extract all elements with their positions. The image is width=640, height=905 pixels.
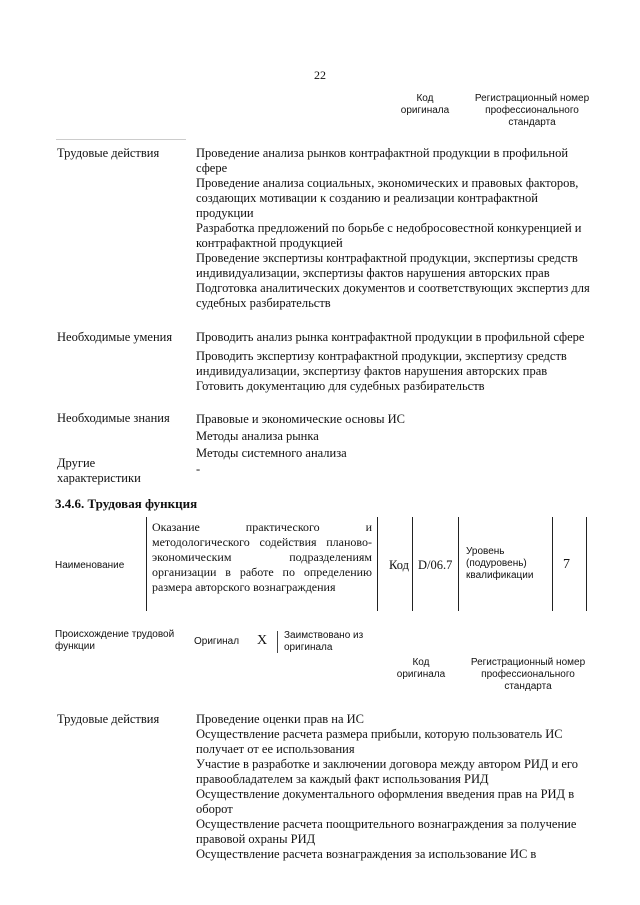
- code-original-header: Код оригинала: [400, 93, 450, 116]
- box-border: [412, 517, 413, 611]
- code-label: Код: [389, 558, 409, 572]
- labor-actions-label: Трудовые действия: [57, 712, 160, 726]
- knowledge-list: [196, 411, 592, 462]
- qualification-level-value: 7: [563, 557, 570, 572]
- list-item: Осуществление расчета размера прибыли, которую пользователь ИС получает от ее использования: [196, 727, 563, 756]
- function-name-value: Оказание практического и методологического содействия планово-экономическим подразделениям организации в работе по определению размера авторского вознаграждения: [152, 520, 372, 594]
- list-item: Методы системного анализа: [196, 446, 347, 460]
- labor-actions-label: Трудовые действия: [57, 146, 160, 160]
- list-item: Проведение анализа рынков контрафактной продукции в профильной сфере: [196, 146, 569, 175]
- list-item: Разработка предложений по борьбе с недобросовестной конкуренцией и контрафактной продукцией: [196, 221, 582, 250]
- registration-number-header: Регистрационный номер профессионального стандарта: [470, 657, 586, 692]
- list-item: Методы анализа рынка: [196, 429, 319, 443]
- list-item: Проведение экспертизы контрафактной продукции, экспертизы средств индивидуализации, экспертизы фактов нарушения авторских прав: [196, 251, 578, 280]
- name-label: Наименование: [55, 560, 125, 571]
- original-checkmark: Х: [257, 633, 268, 648]
- list-item: Осуществление расчета вознаграждения за использование ИС в: [196, 847, 537, 861]
- list-item: Проведение оценки прав на ИС: [196, 712, 365, 726]
- code-value: D/06.7: [418, 558, 453, 572]
- origin-label: Происхождение трудовой функции: [55, 629, 175, 652]
- list-item: Осуществление документального оформления введения прав на РИД в оборот: [196, 787, 575, 816]
- labor-actions-list: [196, 712, 592, 862]
- labor-actions-list: [196, 146, 592, 311]
- code-original-header: Код оригинала: [396, 657, 446, 680]
- list-item: Проводить анализ рынка контрафактной продукции в профильной сфере: [196, 330, 585, 344]
- qualification-level-label: Уровень (подуровень) квалификации: [466, 546, 534, 581]
- borrowed-label: Заимствовано из оригинала: [284, 630, 364, 653]
- section-title: 3.4.6. Трудовая функция: [55, 496, 198, 511]
- registration-number-header: Регистрационный номер профессионального стандарта: [474, 93, 590, 128]
- box-border: [146, 517, 147, 611]
- list-item: Проведение анализа социальных, экономических и правовых факторов, создающих мотивации к созданию и реализации контрафактной продукции: [196, 176, 579, 220]
- page-number: 22: [314, 68, 326, 82]
- other-characteristics-label: Другие характеристики: [57, 456, 141, 485]
- list-item: Правовые и экономические основы ИС: [196, 412, 406, 426]
- list-item: Проводить экспертизу контрафактной продукции, экспертизу средств индивидуализации, экспертизу фактов нарушения авторских прав: [196, 349, 567, 378]
- list-item: Подготовка аналитических документов и соответствующих экспертиз для судебных разбирательств: [196, 281, 590, 310]
- list-item: Готовить документацию для судебных разбирательств: [196, 379, 485, 393]
- other-characteristics-value: -: [196, 462, 201, 476]
- list-item: Участие в разработке и заключении договора между автором РИД и его правообладателем за каждый факт использования РИД: [196, 757, 579, 786]
- list-item: Осуществление расчета поощрительного вознаграждения за получение правовой охраны РИД: [196, 817, 577, 846]
- skills-label: Необходимые умения: [57, 330, 173, 344]
- divider: [56, 139, 186, 140]
- box-border: [458, 517, 459, 611]
- skills-list: [196, 330, 592, 394]
- box-border: [277, 631, 278, 653]
- box-border: [552, 517, 553, 611]
- original-label: Оригинал: [194, 636, 240, 647]
- box-border: [377, 517, 378, 611]
- knowledge-label: Необходимые знания: [57, 411, 170, 425]
- box-border: [586, 517, 587, 611]
